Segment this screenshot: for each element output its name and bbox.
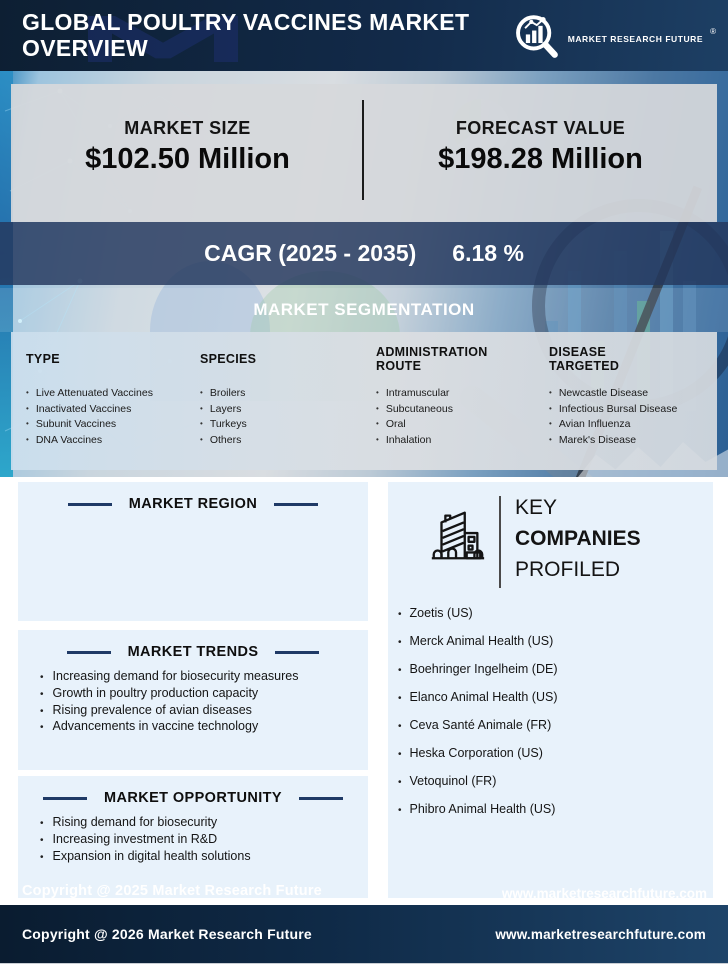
footer-bar <box>0 905 728 964</box>
title-dash-right <box>275 651 319 654</box>
lower-section <box>0 477 728 905</box>
key-companies-title-line3: PROFILED <box>515 558 621 581</box>
forecast-value-value: $198.28 Million <box>438 143 643 175</box>
trend-item: • Increasing demand for biosecurity measures <box>40 669 368 686</box>
building-icon <box>426 504 488 571</box>
market-opportunity-panel <box>18 776 368 898</box>
company-item: • Vetoquinol (FR) <box>398 768 558 796</box>
segmentation-item: • Avian Influenza <box>549 417 711 433</box>
company-item: • Ceva Santé Animale (FR) <box>398 712 558 740</box>
segmentation-column-disease-targeted <box>549 342 711 448</box>
page-title <box>22 9 469 61</box>
forecast-value-label: FORECAST VALUE <box>455 118 626 138</box>
segmentation-item: • Infectious Bursal Disease <box>549 402 711 418</box>
segmentation-item: • Layers <box>200 402 376 418</box>
cagr-band <box>0 222 728 285</box>
title-dash-left <box>43 797 87 800</box>
brand-logo <box>511 11 716 66</box>
title-dash-right <box>299 797 343 800</box>
segmentation-heading: ADMINISTRATION ROUTE <box>376 345 488 373</box>
company-item: • Zoetis (US) <box>398 600 558 628</box>
segmentation-column-species <box>200 342 376 448</box>
cagr-label: CAGR (2025 - 2035) <box>204 240 417 266</box>
page-title-line2: OVERVIEW <box>22 35 148 61</box>
segmentation-title-band <box>0 288 728 332</box>
market-size-label: MARKET SIZE <box>124 118 251 138</box>
segmentation-item: • Subcutaneous <box>376 402 549 418</box>
segmentation-heading: TYPE <box>26 352 60 366</box>
title-dash-right <box>274 503 318 506</box>
segmentation-item: • Oral <box>376 417 549 433</box>
trend-item: • Rising prevalence of avian diseases <box>40 703 368 720</box>
stats-divider <box>362 100 364 200</box>
market-trends-title: MARKET TRENDS <box>127 644 259 660</box>
vertical-divider <box>499 496 501 588</box>
segmentation-heading: DISEASE TARGETED <box>549 345 620 373</box>
segmentation-column-type <box>26 342 200 448</box>
segmentation-item: • Inactivated Vaccines <box>26 402 200 418</box>
market-region-title: MARKET REGION <box>128 496 258 512</box>
segmentation-panel <box>11 332 717 470</box>
segmentation-item: • Inhalation <box>376 433 549 449</box>
title-dash-left <box>67 651 111 654</box>
segmentation-item: • Others <box>200 433 376 449</box>
market-stats-panel <box>11 84 717 222</box>
segmentation-item: • Turkeys <box>200 417 376 433</box>
opportunity-item: • Increasing investment in R&D <box>40 832 368 849</box>
key-companies-panel <box>388 482 713 898</box>
market-opportunity-title: MARKET OPPORTUNITY <box>104 790 282 806</box>
segmentation-item: • Subunit Vaccines <box>26 417 200 433</box>
segmentation-item: • Intramuscular <box>376 386 549 402</box>
market-trends-panel <box>18 630 368 770</box>
cagr-value: 6.18 % <box>452 240 524 266</box>
opportunity-item: • Rising demand for biosecurity <box>40 815 368 832</box>
footer-copyright: Copyright @ 2026 Market Research Future <box>22 926 312 942</box>
market-size-value: $102.50 Million <box>85 143 290 175</box>
page-title-line1: GLOBAL POULTRY VACCINES MARKET <box>22 9 470 35</box>
company-item: • Heska Corporation (US) <box>398 740 558 768</box>
market-region-panel <box>18 482 368 621</box>
company-item: • Phibro Animal Health (US) <box>398 796 558 824</box>
segmentation-item: • DNA Vaccines <box>26 433 200 449</box>
brand-name: MARKET RESEARCH FUTURE <box>567 33 704 44</box>
segmentation-item: • Broilers <box>200 386 376 402</box>
segmentation-item: • Newcastle Disease <box>549 386 711 402</box>
watermark-website: www.marketresearchfuture.com <box>501 886 707 901</box>
registered-mark: ® <box>710 27 716 36</box>
key-companies-title-line2: COMPANIES <box>515 527 641 550</box>
header-bar <box>0 0 728 71</box>
company-item: • Boehringer Ingelheim (DE) <box>398 656 558 684</box>
key-companies-title <box>515 492 641 585</box>
segmentation-item: • Live Attenuated Vaccines <box>26 386 200 402</box>
key-companies-title-line1: KEY <box>515 496 558 519</box>
title-dash-left <box>68 503 112 506</box>
magnifier-chart-logo-icon <box>511 11 561 66</box>
trend-item: • Growth in poultry production capacity <box>40 686 368 703</box>
company-item: • Elanco Animal Health (US) <box>398 684 558 712</box>
watermark-copyright: Copyright @ 2025 Market Research Future <box>22 883 322 899</box>
hero-section <box>0 71 728 477</box>
segmentation-column-administration-route <box>376 342 549 448</box>
opportunity-item: • Expansion in digital health solutions <box>40 849 368 866</box>
footer-website-link[interactable]: www.marketresearchfuture.com <box>495 926 706 942</box>
trend-item: • Advancements in vaccine technology <box>40 719 368 736</box>
segmentation-title: MARKET SEGMENTATION <box>253 300 475 319</box>
forecast-value-block <box>364 84 717 222</box>
segmentation-item: • Marek's Disease <box>549 433 711 449</box>
segmentation-heading: SPECIES <box>200 352 257 366</box>
market-size-block <box>11 84 364 222</box>
company-item: • Merck Animal Health (US) <box>398 628 558 656</box>
